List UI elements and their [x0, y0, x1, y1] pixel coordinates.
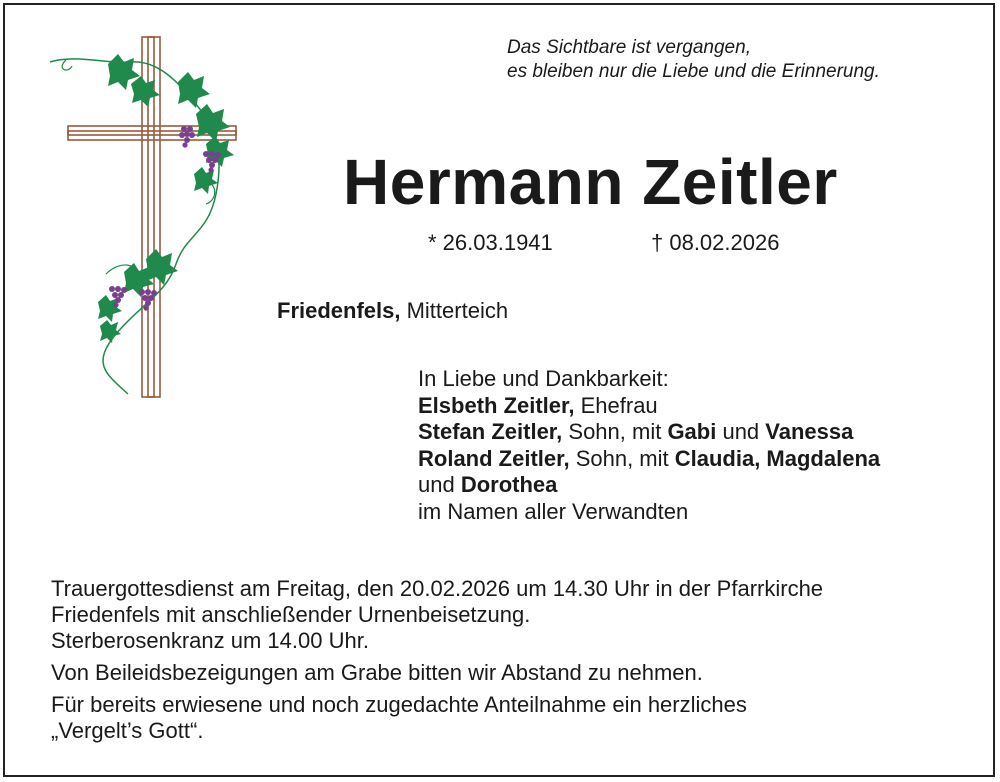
mourner-name: Dorothea [460, 472, 558, 497]
mourner-name: Vanessa [765, 419, 854, 444]
mourner-row [418, 393, 880, 420]
notice-line: Von Beileidsbezeigungen am Grabe bitten wir Abstand zu nehmen. [51, 660, 703, 685]
notice-line: Trauergottesdienst am Freitag, den 20.02.2026 um 14.30 Uhr in der Pfarrkirche [51, 576, 824, 601]
mourner-relation: Ehefrau [574, 392, 658, 418]
mourner-connector: und [716, 419, 766, 444]
death-date: † 08.02.2026 [651, 230, 780, 255]
mourners-intro: In Liebe und Dankbarkeit: [418, 366, 669, 391]
mourner-name: Claudia, Magdalena [674, 445, 881, 471]
cross-with-grapevine-icon [46, 34, 246, 404]
mourner-relation: Sohn, mit [569, 445, 675, 471]
notice-line: Friedenfels mit anschließender Urnenbeisetzung. [51, 602, 531, 627]
deceased-name: Hermann Zeitler [343, 146, 838, 218]
mourner-name: Stefan Zeitler, [418, 419, 563, 444]
notice-line: Sterberosenkranz um 14.00 Uhr. [51, 628, 369, 653]
mourners-list [418, 366, 880, 525]
place-bold: Friedenfels, [277, 298, 401, 323]
birth-date: * 26.03.1941 [428, 230, 553, 255]
place-of-residence [277, 298, 508, 324]
mourner-name: Roland Zeitler, [418, 445, 570, 471]
mourner-row [418, 446, 880, 473]
quote-line-2: es bleiben nur die Liebe und die Erinnerung. [507, 61, 880, 82]
mourner-row [418, 472, 880, 499]
notice-line: „Vergelt’s Gott“. [51, 718, 204, 743]
mourner-name: Gabi [667, 419, 717, 444]
mourners-closing: im Namen aller Verwandten [418, 498, 689, 524]
notice-line: Für bereits erwiesene und noch zugedachte Anteilnahme ein herzliches [51, 692, 747, 717]
mourner-relation: Sohn, mit [562, 419, 668, 444]
memorial-quote [507, 36, 880, 84]
mourner-name: Elsbeth Zeitler, [418, 392, 575, 418]
mourner-connector: und [418, 472, 461, 497]
quote-line-1: Das Sichtbare ist vergangen, [507, 37, 751, 58]
service-notice [51, 576, 971, 744]
place-rest: Mitterteich [400, 298, 509, 323]
mourner-row [418, 419, 880, 446]
